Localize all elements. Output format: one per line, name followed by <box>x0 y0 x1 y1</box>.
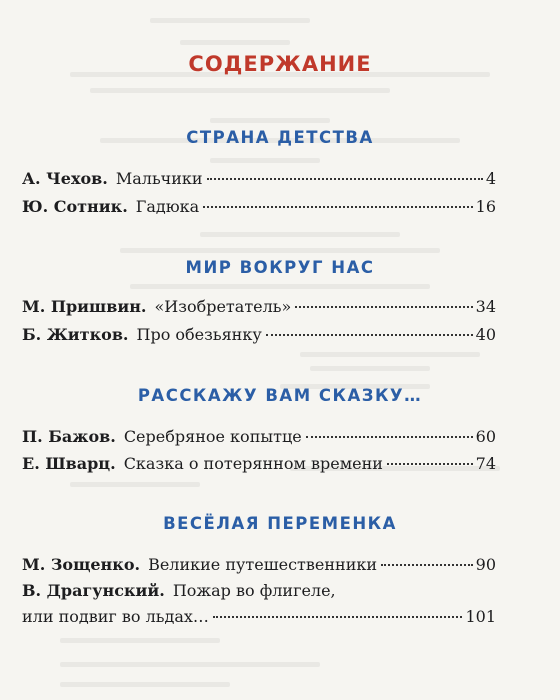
entry-author: М. Зощенко. <box>22 555 141 574</box>
dot-leader <box>381 564 473 566</box>
entry-author: Б. Житков. <box>22 325 129 344</box>
entry-title: Про обезьянку <box>136 325 262 344</box>
section-title-strana-detstva: СТРАНА ДЕТСТВА <box>186 128 374 147</box>
entry-author: В. Драгунский. <box>22 581 165 600</box>
entry-page-number: 16 <box>475 197 496 216</box>
entry-title: Мальчики <box>115 169 203 188</box>
section-title-vesyolaya-peremenka: ВЕСЁЛАЯ ПЕРЕМЕНКА <box>163 514 397 533</box>
entry-author: Е. Шварц. <box>22 454 116 473</box>
toc-entry[interactable] <box>22 554 496 576</box>
section-title-mir-vokrug-nas: МИР ВОКРУГ НАС <box>185 258 375 277</box>
entry-title: Сказка о потерянном времени <box>123 454 383 473</box>
entry-page-number: 60 <box>475 427 496 446</box>
dot-leader <box>207 178 483 180</box>
dot-leader <box>203 206 472 208</box>
toc-entry[interactable] <box>22 196 496 218</box>
entry-page-number: 4 <box>485 169 496 188</box>
toc-entry[interactable] <box>22 296 496 318</box>
entry-title: Гадюка <box>135 197 200 216</box>
toc-entry[interactable] <box>22 453 496 475</box>
entry-title: Пожар во флигеле, <box>172 581 336 600</box>
dot-leader <box>295 306 472 308</box>
toc-entry[interactable] <box>22 426 496 448</box>
dot-leader <box>306 436 473 438</box>
entry-page-number: 90 <box>475 555 496 574</box>
entry-title: Серебряное копытце <box>123 427 302 446</box>
entry-page-number: 40 <box>475 325 496 344</box>
entry-author: А. Чехов. <box>22 169 108 188</box>
entry-author: М. Пришвин. <box>22 297 147 316</box>
toc-entry[interactable] <box>22 168 496 190</box>
entry-page-number: 34 <box>475 297 496 316</box>
entry-title: Великие путешественники <box>148 555 378 574</box>
entry-page-number: 101 <box>465 607 496 626</box>
entry-author: Ю. Сотник. <box>22 197 128 216</box>
toc-entry[interactable] <box>22 324 496 346</box>
toc-entry[interactable] <box>22 580 496 628</box>
entry-page-number: 74 <box>475 454 496 473</box>
entry-title: «Изобретатель» <box>154 297 292 316</box>
dot-leader <box>213 616 463 618</box>
entry-author: П. Бажов. <box>22 427 116 446</box>
entry-title-continued: или подвиг во льдах… <box>22 607 209 626</box>
section-title-rasskazhu-vam-skazku: РАССКАЖУ ВАМ СКАЗКУ… <box>137 386 423 405</box>
contents-heading: СОДЕРЖАНИЕ <box>188 52 372 76</box>
dot-leader <box>266 334 473 336</box>
dot-leader <box>387 463 473 465</box>
